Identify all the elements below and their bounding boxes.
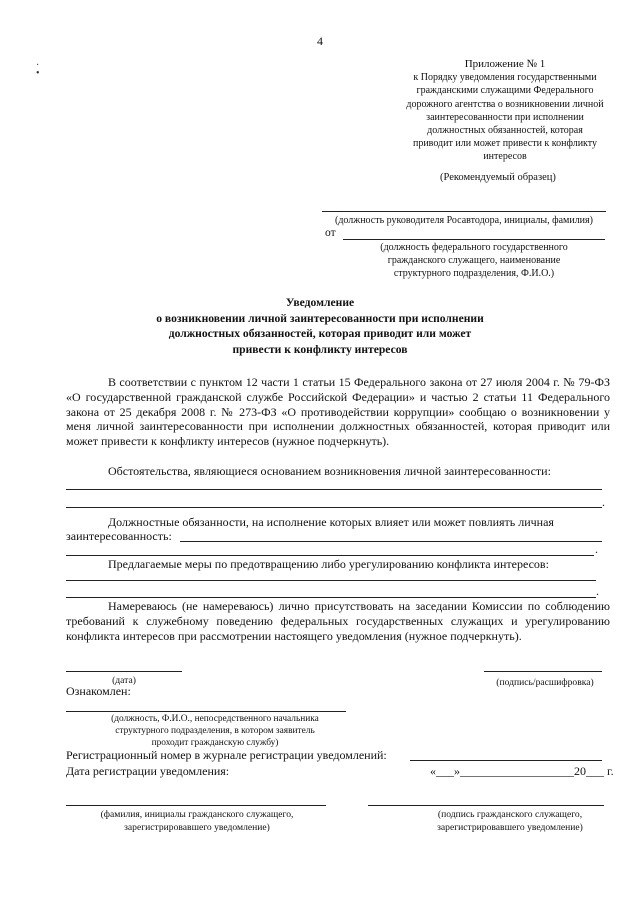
- manager-caption: [70, 713, 360, 750]
- reg-number-fill-line[interactable]: [410, 760, 602, 761]
- period: .: [602, 495, 605, 509]
- appendix-line: должностных обязанностей, которая: [427, 125, 583, 137]
- paragraph-duties-cont: заинтересованность:: [66, 529, 172, 543]
- registrar-caption-line: зарегистрировавшего уведомление): [124, 822, 270, 833]
- manager-caption-line: (должность, Ф.И.О., непосредственного начальника: [111, 714, 319, 724]
- paragraph-measures: [66, 557, 610, 572]
- registrar-caption-line: (подпись гражданского служащего,: [437, 809, 583, 820]
- heading-line: должностных обязанностей, которая приводит или может: [168, 327, 472, 340]
- paragraph-text: Обстоятельства, являющиеся основанием возникновения личной заинтересованности:: [108, 464, 551, 478]
- paragraph-attendance: [66, 599, 610, 643]
- from-caption-line: (должность федерального государственного: [380, 242, 568, 253]
- manager-caption-line: проходит гражданскую службу): [151, 738, 279, 749]
- from-caption-line: структурного подразделения, Ф.И.О.): [393, 268, 555, 279]
- page-number: 4: [317, 34, 323, 48]
- signature-caption: (подпись/расшифровка): [496, 677, 594, 688]
- circumstances-fill-line[interactable]: [66, 507, 602, 508]
- registrar-sign-caption: [410, 808, 610, 834]
- paragraph-text: В соответствии с пунктом 12 части 1 статьи 15 Федерального закона от 27 июля 2004 г. № 79-ФЗ «О государственной гражданской службе Российской Федерации» и частью 2 статьи 11 Федерального закона от 25 декабря 2008 г. № 273-ФЗ «О противодействии коррупции» сообщаю о возникновении у меня личной заинтересованности при исполнении должностных обязанностей, которая приводит или может привести к конфликту интересов (нужное подчеркнуть).: [66, 375, 610, 449]
- head-caption: (должность руководителя Росавтодора, инициалы, фамилия): [335, 215, 593, 226]
- manager-caption-line: структурного подразделения, в котором заявитель: [115, 726, 315, 737]
- period: .: [596, 584, 599, 598]
- appendix-block: [395, 58, 615, 164]
- heading-line: Уведомление: [285, 296, 355, 309]
- document-heading: [70, 295, 570, 357]
- signature-fill-line[interactable]: [484, 671, 602, 672]
- scan-marks: · •: [36, 60, 40, 79]
- paragraph-duties: [66, 515, 610, 530]
- appendix-line: приводит или может привести к конфликту: [412, 138, 598, 150]
- registrar-caption-line: зарегистрировавшего уведомление): [437, 822, 583, 833]
- head-fill-line[interactable]: [322, 211, 606, 212]
- measures-fill-line[interactable]: [66, 597, 596, 598]
- duties-fill-line[interactable]: [66, 555, 594, 556]
- appendix-line: дорожного агентства о возникновении личной: [406, 98, 604, 110]
- registrar-name-fill-line[interactable]: [66, 805, 326, 806]
- date-caption: (дата): [112, 675, 136, 686]
- reg-number-label: Регистрационный номер в журнале регистрации уведомлений:: [66, 748, 387, 762]
- from-caption: [343, 241, 605, 280]
- registrar-name-caption: [66, 808, 328, 834]
- measures-fill-line[interactable]: [66, 580, 596, 581]
- paragraph-text: Предлагаемые меры по предотвращению либо урегулированию конфликта интересов:: [108, 557, 549, 571]
- period: .: [595, 542, 598, 556]
- heading-line: привести к конфликту интересов: [232, 342, 408, 356]
- appendix-title: Приложение № 1: [464, 58, 546, 70]
- reg-date-field[interactable]: «___»___________________20___ г.: [430, 764, 614, 778]
- sample-note: (Рекомендуемый образец): [440, 172, 556, 183]
- from-label: от: [325, 227, 336, 239]
- reg-date-label: Дата регистрации уведомления:: [66, 764, 230, 778]
- paragraph-text: Намереваюсь (не намереваюсь) лично присутствовать на заседании Комиссии по соблюдению требований к служебному поведению федеральных государственных служащих и урегулированию конфликта интересов при рассмотрении настоящего уведомления (нужное подчеркнуть).: [66, 599, 610, 643]
- from-caption-line: гражданского служащего, наименование: [387, 255, 561, 266]
- duties-fill-line[interactable]: [180, 541, 602, 542]
- registrar-caption-line: (фамилия, инициалы гражданского служащего,: [100, 809, 294, 820]
- heading-line: о возникновении личной заинтересованности при исполнении: [156, 311, 484, 325]
- paragraph-circumstances: [66, 464, 610, 479]
- manager-fill-line[interactable]: [66, 711, 346, 712]
- acquainted-label: Ознакомлен:: [66, 684, 131, 698]
- appendix-line: гражданскими служащими Федерального: [416, 85, 594, 97]
- circumstances-fill-line[interactable]: [66, 489, 602, 490]
- paragraph-text: Должностные обязанности, на исполнение которых влияет или может повлиять личная: [108, 515, 554, 529]
- appendix-line: интересов: [483, 151, 527, 163]
- paragraph-legal-basis: [66, 375, 610, 449]
- appendix-line: к Порядку уведомления государственными: [413, 72, 597, 84]
- appendix-line: заинтересованности при исполнении: [426, 111, 584, 123]
- date-fill-line[interactable]: [66, 671, 182, 672]
- from-fill-line[interactable]: [343, 239, 605, 240]
- registrar-sign-fill-line[interactable]: [368, 805, 604, 806]
